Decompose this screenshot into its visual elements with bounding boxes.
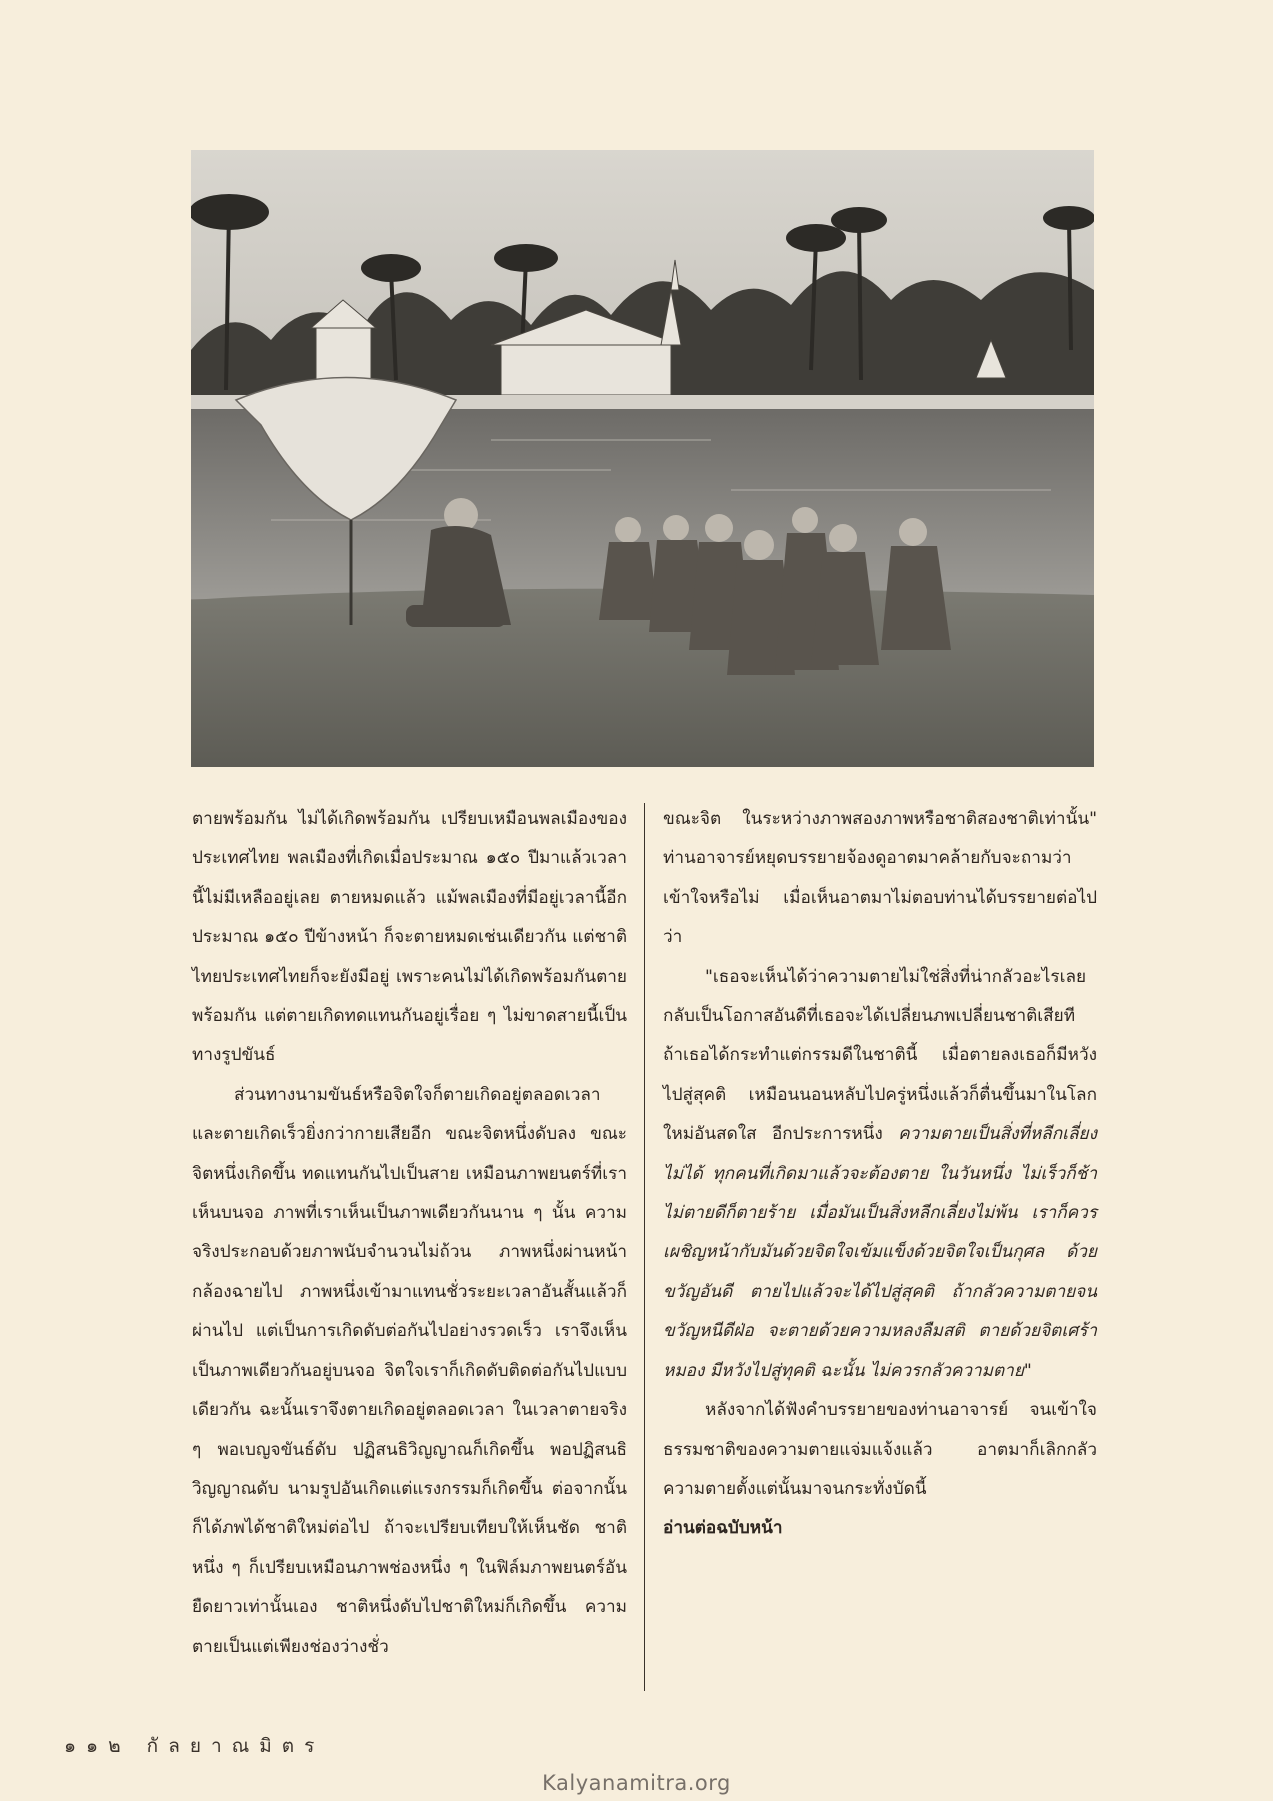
left-paragraph-1: ตายพร้อมกัน ไม่ได้เกิดพร้อมกัน เปรียบเหมือนพลเมืองของประเทศไทย พลเมืองที่เกิดเมื่อประมาณ ๑๕๐ ปีมาแล้วเวลานี้ไม่มีเหลืออยู่เลย ตายหมดแล้ว แม้พลเมืองที่มีอยู่เวลานี้อีกประมาณ ๑๕๐ ปีข้างหน้า ก็จะตายหมดเช่นเดียวกัน แต่ชาติไทยประเทศไทยก็จะยังมีอยู่ เพราะคนไม่ได้เกิดพร้อมกันตายพร้อมกัน แต่ตายเกิดทดแทนกันอยู่เรื่อย ๆ ไม่ขาดสายนี้เป็นทางรูปขันธ์	[192, 809, 627, 1066]
photo-monks-by-lake	[191, 150, 1094, 767]
right-column	[663, 800, 1097, 1549]
right-paragraph-1: ขณะจิต ในระหว่างภาพสองภาพหรือชาติสองชาติเท่านั้น" ท่านอาจารย์หยุดบรรยายจ้องดูอาตมาคล้ายกับจะถามว่า เข้าใจหรือไม่ เมื่อเห็นอาตมาไม่ตอบท่านได้บรรยายต่อไปว่า	[663, 809, 1097, 948]
left-paragraph-2: ส่วนทางนามขันธ์หรือจิตใจก็ตายเกิดอยู่ตลอดเวลา และตายเกิดเร็วยิ่งกว่ากายเสียอีก ขณะจิตหนึ่งดับลง ขณะจิตหนึ่งเกิดขึ้น ทดแทนกันไปเป็นสาย เหมือนภาพยนตร์ที่เราเห็นบนจอ ภาพที่เราเห็นเป็นภาพเดียวกันนาน ๆ นั้น ความจริงประกอบด้วยภาพนับจำนวนไม่ถ้วน ภาพหนึ่งผ่านหน้ากล้องฉายไป ภาพหนึ่งเข้ามาแทนชั่วระยะเวลาอันสั้นแล้วก็ผ่านไป แต่เป็นการเกิดดับต่อกันไปอย่างรวดเร็ว เราจึงเห็นเป็นภาพเดียวกันอยู่บนจอ จิตใจเราก็เกิดดับติดต่อกันไปแบบเดียวกัน ฉะนั้นเราจึงตายเกิดอยู่ตลอดเวลา ในเวลาตายจริง ๆ พอเบญจขันธ์ดับ ปฏิสนธิวิญญาณก็เกิดขึ้น พอปฏิสนธิวิญญาณดับ นามรูปอันเกิดแต่แรงกรรมก็เกิดขึ้น ต่อจากนั้นก็ได้ภพได้ชาติใหม่ต่อไป ถ้าจะเปรียบเทียบให้เห็นชัด ชาติหนึ่ง ๆ ก็เปรียบเหมือนภาพช่องหนึ่ง ๆ ในฟิล์มภาพยนตร์อันยืดยาวเท่านั้นเอง ชาติหนึ่งดับไปชาติใหม่ก็เกิดขึ้น ความตายเป็นแต่เพียงช่องว่างชั่ว	[192, 1084, 627, 1657]
right-paragraph-2	[663, 958, 1097, 1391]
quote-plain: "เธอจะเห็นได้ว่าความตายไม่ใช่สิ่งที่น่ากลัวอะไรเลย กลับเป็นโอกาสอันดีที่เธอจะได้เปลี่ยนภพเปลี่ยนชาติเสียที ถ้าเธอได้กระทำแต่กรรมดีในชาตินี้ เมื่อตายลงเธอก็มีหวังไปสู่สุคติ เหมือนนอนหลับไปครู่หนึ่งแล้วก็ตื่นขึ้นมาในโลกใหม่อันสดใส อีกประการหนึ่ง	[663, 966, 1097, 1145]
continued-next-issue: อ่านต่อฉบับหน้า	[663, 1518, 783, 1539]
quote-italic: ความตายเป็นสิ่งที่หลีกเลี่ยงไม่ได้ ทุกคนที่เกิดมาแล้วจะต้องตาย ในวันหนึ่ง ไม่เร็วก็ช้า ไม่ตายดีก็ตายร้าย เมื่อมันเป็นสิ่งหลีกเลี่ยงไม่พ้น เราก็ควรเผชิญหน้ากับมันด้วยจิตใจเข้มแข็งด้วยจิตใจเป็นกุศล ด้วยขวัญอันดี ตายไปแล้วจะได้ไปสู่สุคติ ถ้ากลัวความตายจนขวัญหนีดีฝ่อ จะตายด้วยความหลงลืมสติ ตายด้วยจิตเศร้าหมอง มีหวังไปสู่ทุคติ ฉะนั้น ไม่ควรกลัวความตาย"	[663, 1124, 1097, 1381]
page-number-footer: ๑๑๒ กัลยาณมิตร	[64, 1735, 325, 1757]
source-credit: Kalyanamitra.org	[542, 1771, 731, 1795]
photo-illustration	[191, 150, 1094, 767]
right-paragraph-3: หลังจากได้ฟังคำบรรยายของท่านอาจารย์ จนเข้าใจธรรมชาติของความตายแจ่มแจ้งแล้ว อาตมาก็เลิกกลัวความตายตั้งแต่นั้นมาจนกระทั่งบัดนี้	[663, 1400, 1097, 1499]
left-column	[192, 800, 627, 1667]
column-divider	[644, 803, 645, 1691]
